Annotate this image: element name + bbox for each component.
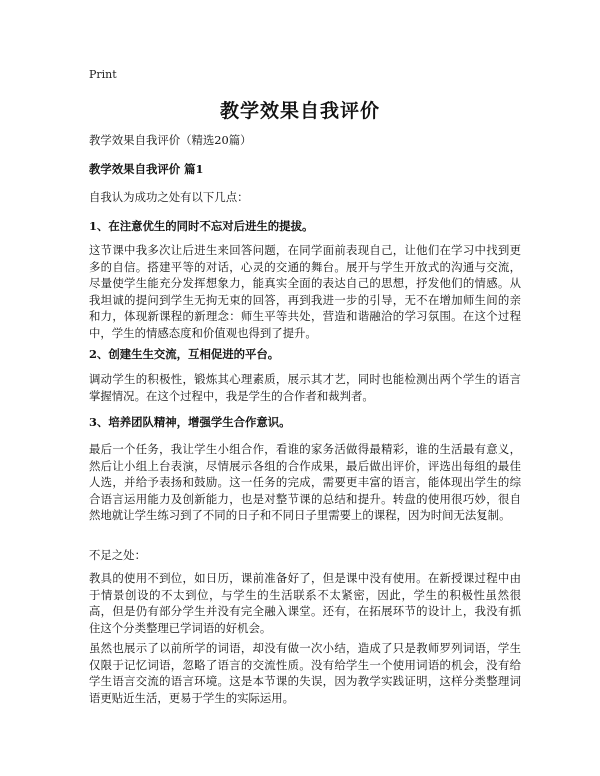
intro-text: 自我认为成功之处有以下几点： bbox=[89, 190, 249, 204]
section-3-paragraph: 最后一个任务，我让学生小组合作，看谁的家务活做得最精彩，谁的生活最有意义，然后让小组上台表演，尽情展示各组的合作成果，最后做出评价，评选出每组的最佳人选，并给予表扬和鼓励。这一任务的完成，需要更丰富的语言，能体现出学生的综合语言运用能力及创新能力，也是对整节课的总结和提升。转盘的使用很巧妙，很自然地就让学生练习到了不同的日子和不同日子里需要上的课程，因为时间无法复制。 bbox=[89, 442, 521, 522]
section-1-heading: 1、在注意优生的同时不忘对后进生的提拔。 bbox=[89, 219, 314, 233]
weakness-paragraph-1: 教具的使用不到位，如日历，课前准备好了，但是课中没有使用。在新授课过程中由于情景创设的不太到位，与学生的生活联系不太紧密，因此，学生的积极性虽然很高，但是仍有部分学生并没有完全融入课堂。还有，在拓展环节的设计上，我没有抓住这个分类整理已学词语的好机会。 bbox=[89, 571, 521, 635]
section-2-paragraph: 调动学生的积极性，锻炼其心理素质，展示其才艺，同时也能检测出两个学生的语言掌握情况。在这个过程中，我是学生的合作者和裁判者。 bbox=[89, 372, 521, 403]
section-2-heading: 2、创建生生交流，互相促进的平台。 bbox=[89, 347, 280, 361]
weakness-label: 不足之处： bbox=[89, 548, 146, 562]
print-label[interactable]: Print bbox=[89, 68, 117, 81]
weakness-paragraph-2: 虽然也展示了以前所学的词语，却没有做一次小结，造成了只是教师罗列词语，学生仅限于记忆词语，忽略了语言的交流性质。没有给学生一个使用词语的机会，没有给学生语言交流的语言环境。这是本节课的失误，因为教学实践证明，这样分类整理词语更贴近生活，更易于学生的实际运用。 bbox=[89, 641, 521, 705]
document-subtitle: 教学效果自我评价（精选20篇） bbox=[89, 133, 252, 147]
section-3-heading: 3、培养团队精神，增强学生合作意识。 bbox=[89, 415, 291, 429]
article-heading: 教学效果自我评价 篇1 bbox=[89, 162, 204, 176]
section-1-paragraph: 这节课中我多次让后进生来回答问题，在同学面前表现自己，让他们在学习中找到更多的自信。搭建平等的对话，心灵的交通的舞台。展开与学生开放式的沟通与交流，尽量使学生能充分发挥想象力，能真实全面的表达自己的思想，抒发他们的情感。从我坦诚的提问到学生无拘无束的回答，再到我进一步的引导，无不在增加师生间的亲和力，体现新课程的新理念：师生平等共处，营造和谐融洽的学习氛围。在这个过程中，学生的情感态度和价值观也得到了提升。 bbox=[89, 243, 521, 340]
page-title: 教学效果自我评价 bbox=[219, 100, 380, 122]
